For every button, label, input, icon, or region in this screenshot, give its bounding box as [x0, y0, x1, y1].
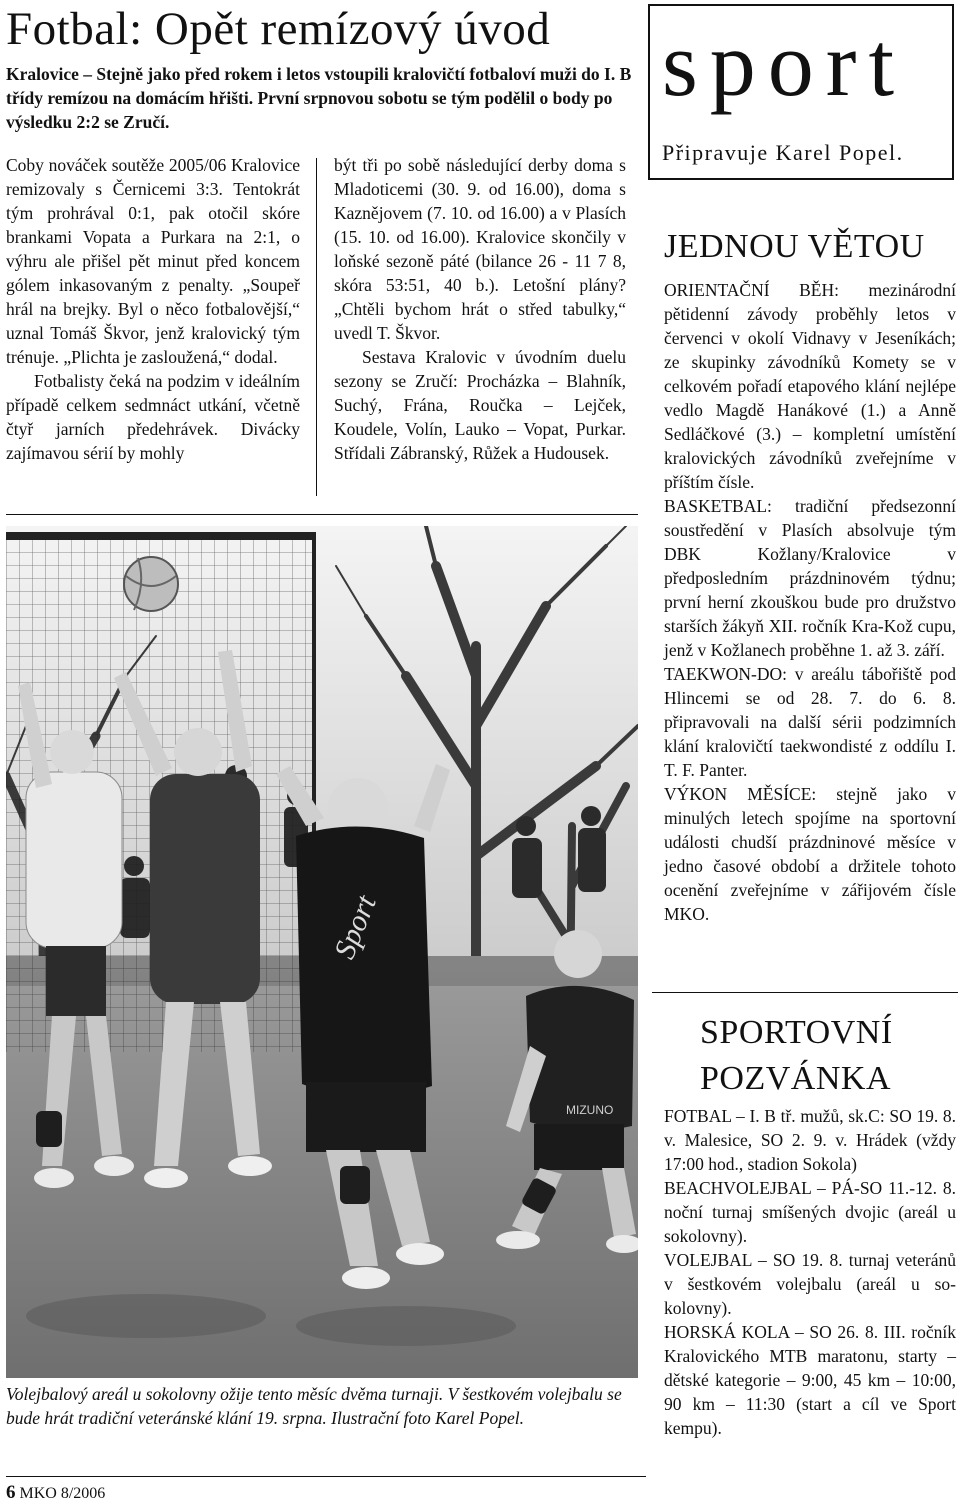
news-item: ORIENTAČNÍ BĚH: mezinárodní pětidenní závody proběhly letos v červenci v okolí Vidnavy v Jeseníkách; ze skupinky závodníků Komety se v celkovém pořadí etapového klání nejlépe vedlo Magdě Hanákové (1.) a Anně Sedláčkové (3.) – kompletní umístění kralovických závodníků zveřejníme v příštím čísle.	[664, 280, 956, 492]
article-column-1	[6, 153, 300, 465]
column-divider	[316, 158, 317, 496]
section-editor: Připravuje Karel Popel.	[662, 140, 904, 165]
issue-label: MKO 8/2006	[19, 1485, 106, 1502]
article-headline: Fotbal: Opět remízový úvod	[6, 3, 551, 55]
volleyball-photo	[6, 526, 638, 1378]
event-item: HORSKÁ KOLA – SO 26. 8. III. ročník Kralovického MTB maratonu, starty – dětské kategorie – 9:00, 45 km – 10:00, 90 km – 11:30 (start a cíl ve Sport kempu).	[664, 1322, 956, 1438]
footer-rule	[6, 1476, 646, 1477]
article-column-2	[334, 153, 626, 465]
article-paragraph: být tři po sobě následující derby doma s Mladoticemi (30. 9. od 16.00), doma s Kaznějovem (7. 10. od 16.00) a v Plasích (15. 10. od 16.00). Kralovice skončily v loňské sezoně páté (bilance 26 - 11 7 8, skóra 53:51, 40 b.). Letošní plány? „Chtěli bychom hrát o střed tabulky,“ uvedl T. Škvor.	[334, 155, 626, 343]
jednou-vetou-list	[664, 278, 956, 926]
event-item: FOTBAL – I. B tř. mužů, sk.C: SO 19. 8. v. Malesice, SO 2. 9. v. Hrádek (vždy 17:00 hod., stadion Sokola)	[664, 1106, 956, 1174]
sport-section-header	[648, 4, 954, 180]
event-item: BEACHVOLEJBAL – PÁ-SO 11.-12. 8. noční turnaj smíšených dvojic (areál u sokolovny).	[664, 1178, 956, 1246]
article-paragraph: Coby nováček soutěže 2005/06 Kralovice remizovaly s Černicemi 3:3. Tentokrát tým prohrával 0:1, pak otočil skóre brankami Vopata a Purkara na 2:1, o výhru ale přišel pět minut před koncem gólem inkasovaným z penalty. „Soupeř hrál na brejky. Byl o něco fotbalovější,“ uznal Tomáš Škvor, jenž kralovický tým trénuje. „Plichta je zasloužená,“ dodal.	[6, 155, 300, 367]
news-item: TAEKWON-DO: v areálu tábořiště pod Hlincemi se od 28. 7. do 6. 8. připravovali na další sérii podzimních klání kralovičtí taekwondisté z oddílu I. T. F. Panter.	[664, 664, 956, 780]
event-item: VOLEJBAL – SO 19. 8. turnaj veteránů v šestkovém volejbalu (areál u so-kolovny).	[664, 1250, 956, 1318]
section-title: sport	[662, 13, 906, 115]
photo-caption: Volejbalový areál u sokolovny ožije tento měsíc dvěma turnaji. V šestkovém volejbalu se bude hrát tradiční veteránské klání 19. srpna. Ilustrační foto Karel Popel.	[6, 1384, 622, 1428]
page-number: 6	[6, 1482, 16, 1503]
svg-text:Sport: Sport	[327, 890, 383, 964]
svg-text:MIZUNO: MIZUNO	[566, 1103, 614, 1117]
page-footer	[6, 1482, 105, 1504]
pozvanka-list	[664, 1104, 956, 1440]
pozvanka-heading: SPORTOVNÍ POZVÁNKA	[700, 1014, 893, 1097]
article-paragraph: Fotbalisty čeká na podzim v ideálním případě celkem sedmnáct utkání, včetně čtyř jarních předehrávek. Divácky zajímavou sérií by mohly	[6, 371, 300, 463]
article-divider	[6, 514, 638, 515]
sidebar-divider	[652, 992, 958, 993]
article-paragraph: Sestava Kralovic v úvodním duelu sezony se Zručí: Procházka – Blahník, Suchý, Frána, Roučka – Lejček, Koudele, Volín, Lauko – Vopat, Purkar. Střídali Zábranský, Růžek a Hudousek.	[334, 347, 626, 463]
article-lead: Kralovice – Stejně jako před rokem i letos vstoupili kralovičtí fotbaloví muži do I. B třídy remízou na domácím hřišti. První srpnovou sobotu se tým podělil o body po výsledku 2:2 se Zručí.	[6, 64, 632, 132]
news-item: VÝKON MĚSÍCE: stejně jako v minulých letech spojíme na sportovní události chudší prázdninové měsíce v jedno časové období a držitele tohoto ocenění zveřejníme v zářijovém čísle MKO.	[664, 784, 956, 924]
jednou-vetou-heading: JEDNOU VĚTOU	[664, 228, 925, 265]
news-item: BASKETBAL: tradiční předsezonní soustředění v Plasích absolvuje tým DBK Kožlany/Kralovice v předposledním prázdninovém týdnu; první herní zkouškou bude pro družstvo starších žákyň XII. ročník Kra-Kož cupu, jenž v Kožlanech proběhne 1. až 3. září.	[664, 496, 956, 660]
